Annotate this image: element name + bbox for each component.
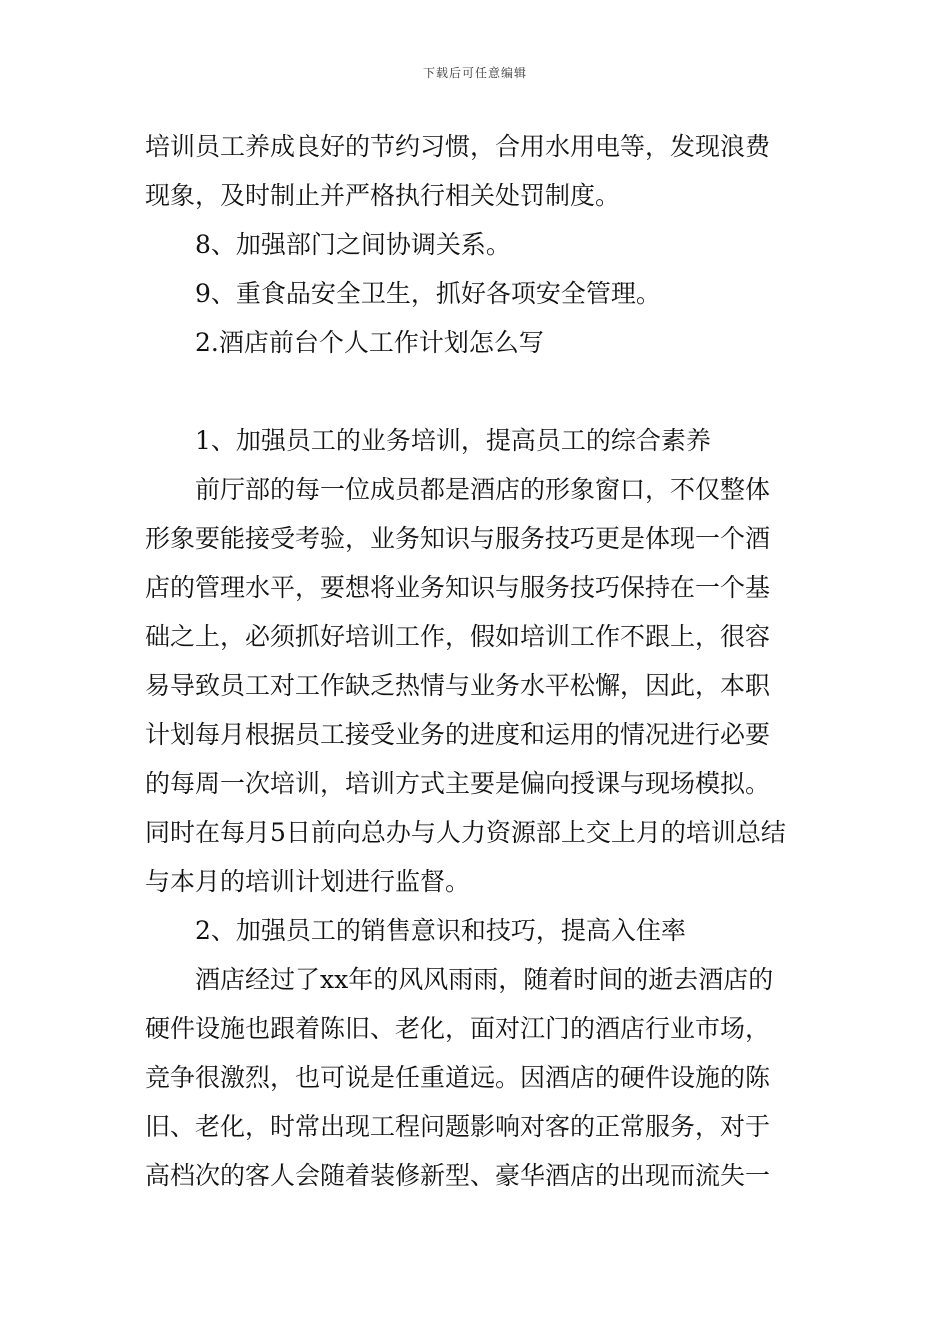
paragraph-line: 与本月的培训计划进行监督。 [145, 867, 471, 896]
subsection-heading: 1、加强员工的业务培训，提高员工的综合素养 [195, 426, 711, 455]
paragraph-line: 旧、老化，时常出现工程问题影响对客的正常服务，对于 [145, 1112, 771, 1141]
document-body [145, 122, 810, 1200]
paragraph-line: 础之上，必须抓好培训工作，假如培训工作不跟上，很容 [145, 622, 771, 651]
list-item: 8、加强部门之间协调关系。 [195, 230, 511, 259]
paragraph-line: 的每周一次培训，培训方式主要是偏向授课与现场模拟。 [145, 769, 771, 798]
section-heading: 2.酒店前台个人工作计划怎么写 [195, 328, 544, 357]
paragraph-line: 培训员工养成良好的节约习惯，合用水用电等，发现浪费 [145, 132, 771, 161]
paragraph-line: 高档次的客人会随着装修新型、豪华酒店的出现而流失一 [145, 1161, 771, 1190]
paragraph-line: 店的管理水平，要想将业务知识与服务技巧保持在一个基 [145, 573, 771, 602]
paragraph-line: 竞争很激烈，也可说是任重道远。因酒店的硬件设施的陈 [145, 1063, 771, 1092]
page-header: 下载后可任意编辑 [422, 66, 527, 80]
paragraph-line: 易导致员工对工作缺乏热情与业务水平松懈，因此，本职 [145, 671, 771, 700]
list-item: 9、重食品安全卫生，抓好各项安全管理。 [195, 279, 661, 308]
paragraph-line: 现象，及时制止并严格执行相关处罚制度。 [145, 181, 621, 210]
paragraph-line: 同时在每月5日前向总办与人力资源部上交上月的培训总结 [145, 818, 786, 847]
subsection-heading: 2、加强员工的销售意识和技巧，提高入住率 [195, 916, 686, 945]
paragraph-line: 前厅部的每一位成员都是酒店的形象窗口，不仅整体 [195, 475, 771, 504]
paragraph-line: 硬件设施也跟着陈旧、老化，面对江门的酒店行业市场， [145, 1014, 771, 1043]
blank-line [145, 367, 810, 416]
paragraph-line: 酒店经过了xx年的风风雨雨，随着时间的逝去酒店的 [195, 965, 774, 994]
paragraph-line: 形象要能接受考验，业务知识与服务技巧更是体现一个酒 [145, 524, 771, 553]
paragraph-line: 计划每月根据员工接受业务的进度和运用的情况进行必要 [145, 720, 771, 749]
